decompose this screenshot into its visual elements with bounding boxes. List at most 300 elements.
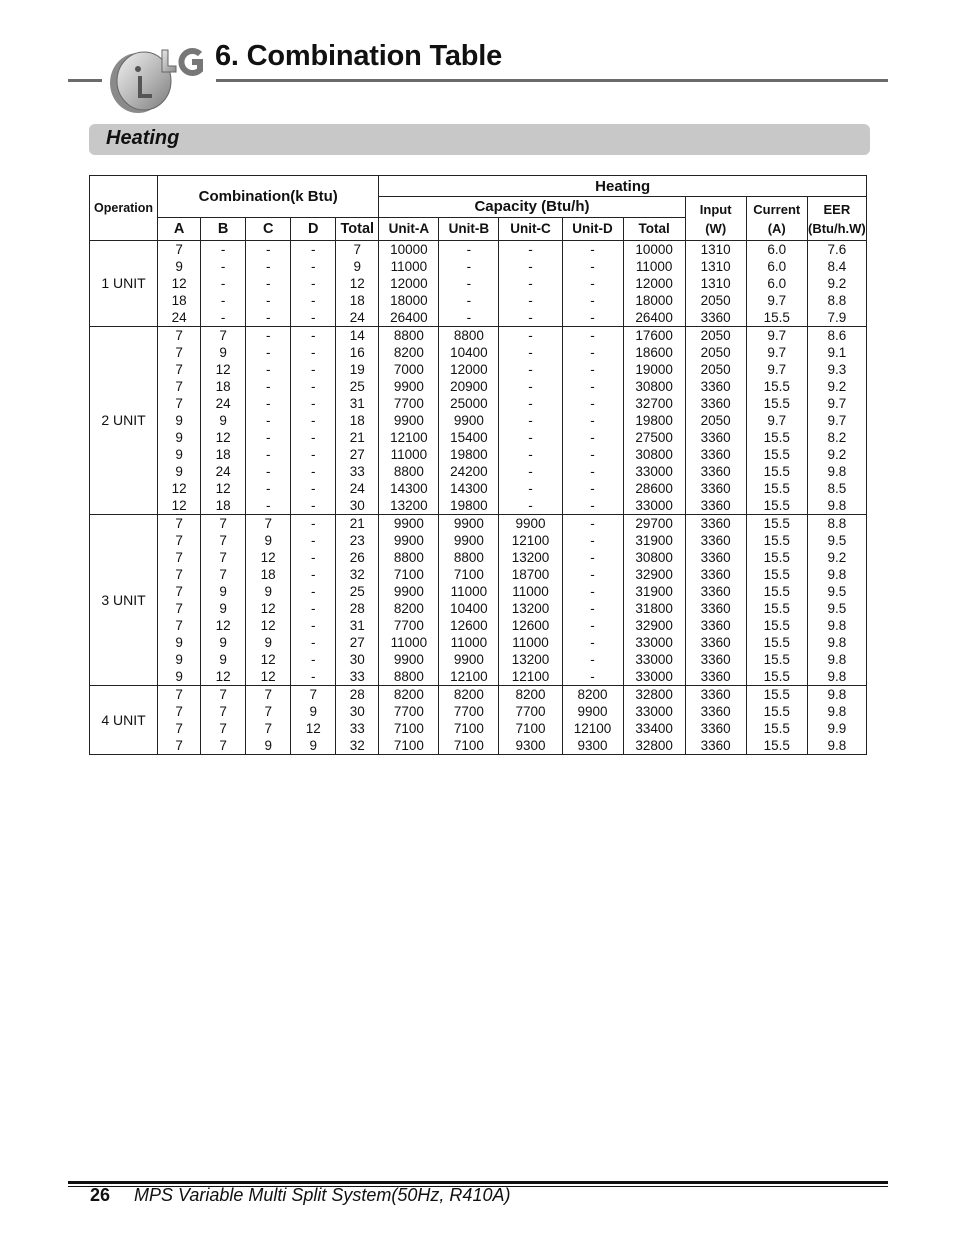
- table-row: [90, 515, 867, 533]
- table-cell: 13200: [499, 651, 562, 668]
- table-cell: -: [499, 429, 562, 446]
- table-cell: 33: [336, 463, 379, 480]
- table-cell: 7.6: [807, 241, 866, 259]
- table-cell: 11000: [379, 634, 439, 651]
- table-cell: 21: [336, 429, 379, 446]
- table-cell: 6.0: [746, 275, 807, 292]
- header-eer-line2: (Btu/h.W): [808, 220, 866, 236]
- combination-table: [89, 175, 867, 755]
- table-cell: 7: [246, 703, 291, 720]
- table-cell: 8800: [379, 549, 439, 566]
- table-cell: -: [562, 412, 623, 429]
- table-cell: 9.2: [807, 275, 866, 292]
- table-cell: -: [201, 292, 246, 309]
- table-cell: 3360: [685, 566, 746, 583]
- table-cell: 7: [201, 720, 246, 737]
- header-input-line2: (W): [705, 220, 727, 236]
- table-row: [90, 429, 867, 446]
- table-cell: 9: [158, 258, 201, 275]
- table-cell: 21: [336, 515, 379, 533]
- table-cell: 18: [336, 412, 379, 429]
- table-cell: -: [246, 412, 291, 429]
- table-row: [90, 686, 867, 704]
- table-row: [90, 720, 867, 737]
- table-cell: 33000: [623, 651, 685, 668]
- table-cell: 16: [336, 344, 379, 361]
- table-cell: 15.5: [746, 497, 807, 515]
- table-cell: 9300: [499, 737, 562, 755]
- table-row: [90, 600, 867, 617]
- table-cell: 8200: [439, 686, 499, 704]
- table-cell: 7.9: [807, 309, 866, 327]
- header-input-line1: Input: [699, 201, 732, 217]
- table-cell: -: [562, 275, 623, 292]
- table-cell: 7: [201, 703, 246, 720]
- table-cell: 20900: [439, 378, 499, 395]
- table-cell: 9.7: [807, 395, 866, 412]
- table-cell: -: [562, 292, 623, 309]
- table-cell: 7: [201, 686, 246, 704]
- header-current: [746, 197, 807, 241]
- table-cell: 15.5: [746, 309, 807, 327]
- table-cell: -: [291, 292, 336, 309]
- table-cell: 3360: [685, 720, 746, 737]
- table-cell: 3360: [685, 446, 746, 463]
- table-cell: -: [291, 275, 336, 292]
- table-cell: 9.8: [807, 651, 866, 668]
- table-cell: 12: [201, 617, 246, 634]
- table-cell: 9900: [379, 515, 439, 533]
- table-cell: 7: [336, 241, 379, 259]
- table-cell: -: [291, 600, 336, 617]
- table-cell: -: [562, 583, 623, 600]
- table-cell: 8800: [379, 327, 439, 345]
- table-cell: 15.5: [746, 566, 807, 583]
- table-cell: 15.5: [746, 463, 807, 480]
- table-cell: 9.7: [807, 412, 866, 429]
- header-current-line2: (A): [767, 220, 786, 236]
- table-cell: -: [562, 327, 623, 345]
- table-cell: 30: [336, 703, 379, 720]
- table-cell: 18000: [379, 292, 439, 309]
- section-header-bar: [89, 124, 870, 155]
- table-cell: 2050: [685, 327, 746, 345]
- table-cell: 18: [201, 497, 246, 515]
- table-cell: 12: [158, 497, 201, 515]
- table-cell: 15.5: [746, 583, 807, 600]
- header-current-line1: Current: [753, 201, 801, 217]
- table-cell: 7: [201, 515, 246, 533]
- table-cell: 9.2: [807, 549, 866, 566]
- table-row: [90, 583, 867, 600]
- table-row: [90, 241, 867, 259]
- table-cell: -: [291, 617, 336, 634]
- table-cell: 26400: [379, 309, 439, 327]
- table-cell: 28: [336, 686, 379, 704]
- table-row: [90, 412, 867, 429]
- table-cell: 33000: [623, 634, 685, 651]
- table-cell: 9: [246, 583, 291, 600]
- table-row: [90, 344, 867, 361]
- table-cell: 10000: [379, 241, 439, 259]
- table-cell: 12: [336, 275, 379, 292]
- table-cell: 33000: [623, 668, 685, 686]
- table-cell: 7: [158, 515, 201, 533]
- table-cell: 11000: [439, 634, 499, 651]
- table-cell: 31: [336, 395, 379, 412]
- table-row: [90, 446, 867, 463]
- table-cell: 9300: [562, 737, 623, 755]
- table-row: [90, 549, 867, 566]
- table-cell: 19000: [623, 361, 685, 378]
- table-cell: 12600: [499, 617, 562, 634]
- table-row: [90, 617, 867, 634]
- table-cell: 3360: [685, 497, 746, 515]
- table-cell: -: [562, 480, 623, 497]
- table-cell: 12: [246, 617, 291, 634]
- table-cell: 9: [158, 463, 201, 480]
- table-cell: 3360: [685, 686, 746, 704]
- table-cell: 14300: [379, 480, 439, 497]
- table-cell: -: [499, 480, 562, 497]
- header-col-unit-a: Unit-A: [379, 218, 439, 241]
- table-cell: 9900: [439, 515, 499, 533]
- table-cell: 11000: [439, 583, 499, 600]
- table-row: [90, 566, 867, 583]
- header-col-unit-b: Unit-B: [439, 218, 499, 241]
- header-eer-line1: EER: [823, 201, 851, 217]
- table-cell: 12: [158, 275, 201, 292]
- table-cell: 9900: [562, 703, 623, 720]
- table-cell: 9: [291, 703, 336, 720]
- table-cell: 9.8: [807, 703, 866, 720]
- table-cell: 12100: [499, 532, 562, 549]
- table-cell: 3360: [685, 480, 746, 497]
- table-cell: 15.5: [746, 617, 807, 634]
- table-cell: 7100: [379, 720, 439, 737]
- header-eer: [807, 197, 866, 241]
- table-cell: -: [562, 617, 623, 634]
- table-cell: 7100: [499, 720, 562, 737]
- table-cell: -: [291, 480, 336, 497]
- table-cell: -: [562, 258, 623, 275]
- table-cell: -: [246, 344, 291, 361]
- table-cell: 3360: [685, 378, 746, 395]
- table-cell: 7: [158, 361, 201, 378]
- table-cell: 2050: [685, 292, 746, 309]
- table-cell: 32900: [623, 566, 685, 583]
- table-row: [90, 275, 867, 292]
- table-cell: 8.5: [807, 480, 866, 497]
- table-cell: -: [562, 515, 623, 533]
- table-cell: 9: [201, 634, 246, 651]
- table-cell: 12600: [439, 617, 499, 634]
- header-col-c: C: [246, 218, 291, 241]
- table-cell: -: [246, 309, 291, 327]
- table-row: [90, 634, 867, 651]
- table-cell: 13200: [499, 600, 562, 617]
- table-cell: 9: [246, 634, 291, 651]
- table-cell: 30800: [623, 446, 685, 463]
- table-cell: -: [562, 497, 623, 515]
- table-cell: -: [246, 497, 291, 515]
- table-cell: -: [246, 241, 291, 259]
- table-cell: -: [499, 361, 562, 378]
- document-name: MPS Variable Multi Split System(50Hz, R410A): [134, 1185, 511, 1205]
- table-cell: -: [562, 378, 623, 395]
- table-cell: 10400: [439, 344, 499, 361]
- table-cell: 9.5: [807, 600, 866, 617]
- table-cell: 7700: [499, 703, 562, 720]
- table-cell: 3360: [685, 737, 746, 755]
- table-row: [90, 532, 867, 549]
- table-cell: 15.5: [746, 686, 807, 704]
- table-cell: -: [291, 344, 336, 361]
- table-cell: -: [499, 412, 562, 429]
- table-cell: -: [201, 241, 246, 259]
- table-row: [90, 378, 867, 395]
- header-col-unit-d: Unit-D: [562, 218, 623, 241]
- table-cell: 9.8: [807, 566, 866, 583]
- table-cell: 18000: [623, 292, 685, 309]
- table-cell: 15.5: [746, 668, 807, 686]
- table-cell: -: [291, 241, 336, 259]
- table-cell: 24: [336, 480, 379, 497]
- table-cell: -: [562, 668, 623, 686]
- table-cell: -: [439, 241, 499, 259]
- table-cell: 7: [158, 566, 201, 583]
- table-cell: 15.5: [746, 703, 807, 720]
- table-cell: 12100: [562, 720, 623, 737]
- page-number: 26: [90, 1185, 111, 1205]
- table-cell: 7100: [439, 737, 499, 755]
- table-cell: 24: [201, 463, 246, 480]
- table-cell: 2050: [685, 412, 746, 429]
- table-cell: 32: [336, 737, 379, 755]
- table-cell: 33: [336, 668, 379, 686]
- table-cell: 14: [336, 327, 379, 345]
- table-cell: 32800: [623, 737, 685, 755]
- table-cell: -: [499, 309, 562, 327]
- table-row: [90, 292, 867, 309]
- table-cell: 32900: [623, 617, 685, 634]
- table-cell: -: [499, 446, 562, 463]
- table-cell: -: [499, 292, 562, 309]
- table-cell: 9: [201, 600, 246, 617]
- table-cell: 7100: [379, 737, 439, 755]
- table-cell: -: [291, 668, 336, 686]
- table-cell: 3360: [685, 395, 746, 412]
- table-cell: 9: [246, 737, 291, 755]
- table-cell: -: [499, 344, 562, 361]
- table-cell: -: [562, 344, 623, 361]
- table-cell: 12: [201, 361, 246, 378]
- table-cell: -: [291, 429, 336, 446]
- table-cell: -: [291, 378, 336, 395]
- table-cell: -: [562, 395, 623, 412]
- table-cell: 7: [158, 395, 201, 412]
- table-cell: 9.7: [746, 327, 807, 345]
- table-cell: 8200: [562, 686, 623, 704]
- table-cell: 9.8: [807, 463, 866, 480]
- table-cell: 17600: [623, 327, 685, 345]
- table-row: [90, 737, 867, 755]
- table-cell: 11000: [379, 446, 439, 463]
- table-cell: 9: [158, 634, 201, 651]
- table-cell: 15.5: [746, 395, 807, 412]
- table-cell: 31900: [623, 583, 685, 600]
- table-cell: 18: [246, 566, 291, 583]
- table-cell: 9900: [439, 651, 499, 668]
- table-cell: 7: [246, 686, 291, 704]
- table-cell: 9.2: [807, 446, 866, 463]
- table-cell: 7: [158, 600, 201, 617]
- table-cell: 7: [158, 241, 201, 259]
- table-cell: 9: [201, 344, 246, 361]
- table-cell: 8.8: [807, 515, 866, 533]
- table-cell: 18: [201, 378, 246, 395]
- table-cell: 15.5: [746, 378, 807, 395]
- operation-group-label: 3 UNIT: [90, 515, 158, 686]
- header-capacity: Capacity (Btu/h): [379, 197, 685, 218]
- table-cell: 7: [158, 737, 201, 755]
- table-cell: 9: [291, 737, 336, 755]
- table-body: [90, 241, 867, 755]
- table-cell: 12: [246, 668, 291, 686]
- table-cell: 26: [336, 549, 379, 566]
- table-row: [90, 497, 867, 515]
- table-cell: -: [291, 515, 336, 533]
- table-cell: 27500: [623, 429, 685, 446]
- table-cell: 12: [201, 668, 246, 686]
- table-cell: 12: [291, 720, 336, 737]
- table-cell: 24: [201, 395, 246, 412]
- table-cell: 27: [336, 446, 379, 463]
- table-cell: -: [246, 446, 291, 463]
- table-cell: 18600: [623, 344, 685, 361]
- table-cell: -: [499, 378, 562, 395]
- table-cell: 8200: [379, 344, 439, 361]
- table-cell: -: [499, 497, 562, 515]
- footer-rule: [68, 1181, 888, 1184]
- table-cell: 32800: [623, 686, 685, 704]
- table-cell: 9900: [379, 412, 439, 429]
- table-cell: 15.5: [746, 515, 807, 533]
- table-cell: 8200: [379, 600, 439, 617]
- table-cell: -: [439, 258, 499, 275]
- table-cell: 15.5: [746, 720, 807, 737]
- table-cell: -: [499, 395, 562, 412]
- table-cell: 8800: [439, 327, 499, 345]
- header-rule-left: [68, 79, 102, 82]
- table-cell: -: [291, 532, 336, 549]
- table-cell: 7: [158, 583, 201, 600]
- table-cell: 12: [246, 549, 291, 566]
- table-cell: 8800: [379, 668, 439, 686]
- table-cell: 15.5: [746, 480, 807, 497]
- table-cell: -: [562, 429, 623, 446]
- table-cell: 7: [158, 344, 201, 361]
- table-cell: -: [201, 309, 246, 327]
- table-cell: 30800: [623, 549, 685, 566]
- header-col-total: Total: [336, 218, 379, 241]
- table-cell: 12: [246, 651, 291, 668]
- table-cell: 8200: [499, 686, 562, 704]
- table-cell: 19800: [439, 446, 499, 463]
- table-cell: 7: [158, 378, 201, 395]
- table-cell: 7: [201, 549, 246, 566]
- table-cell: -: [499, 327, 562, 345]
- table-cell: 9.1: [807, 344, 866, 361]
- table-cell: 9.7: [746, 344, 807, 361]
- table-cell: -: [562, 361, 623, 378]
- table-cell: 3360: [685, 515, 746, 533]
- table-cell: 7100: [439, 566, 499, 583]
- table-cell: 9900: [379, 378, 439, 395]
- table-cell: -: [291, 395, 336, 412]
- table-cell: 1310: [685, 241, 746, 259]
- table-cell: 9.8: [807, 668, 866, 686]
- table-cell: 3360: [685, 309, 746, 327]
- table-cell: 12: [246, 600, 291, 617]
- table-cell: 7: [201, 532, 246, 549]
- table-cell: -: [499, 463, 562, 480]
- table-cell: 27: [336, 634, 379, 651]
- table-cell: 15400: [439, 429, 499, 446]
- table-cell: 19800: [439, 497, 499, 515]
- table-cell: 10400: [439, 600, 499, 617]
- table-cell: -: [246, 327, 291, 345]
- table-cell: -: [439, 309, 499, 327]
- table-cell: 9.9: [807, 720, 866, 737]
- table-cell: 9.8: [807, 686, 866, 704]
- table-cell: 26400: [623, 309, 685, 327]
- table-cell: 13200: [499, 549, 562, 566]
- table-cell: 3360: [685, 549, 746, 566]
- operation-group-label: 4 UNIT: [90, 686, 158, 755]
- operation-group-label: 2 UNIT: [90, 327, 158, 515]
- table-cell: 15.5: [746, 737, 807, 755]
- operation-group-label: 1 UNIT: [90, 241, 158, 327]
- table-cell: 9.7: [746, 292, 807, 309]
- table-cell: 8800: [439, 549, 499, 566]
- table-cell: -: [562, 549, 623, 566]
- table-cell: 19: [336, 361, 379, 378]
- table-cell: -: [562, 634, 623, 651]
- table-cell: -: [562, 309, 623, 327]
- table-cell: 11000: [379, 258, 439, 275]
- table-cell: 15.5: [746, 651, 807, 668]
- table-cell: 1310: [685, 258, 746, 275]
- table-cell: 12100: [499, 668, 562, 686]
- table-cell: 9.5: [807, 583, 866, 600]
- table-cell: 9900: [379, 583, 439, 600]
- table-cell: 9.7: [746, 361, 807, 378]
- table-cell: 24200: [439, 463, 499, 480]
- header-col-d: D: [291, 218, 336, 241]
- table-cell: 7: [158, 532, 201, 549]
- table-cell: 18: [336, 292, 379, 309]
- table-cell: -: [246, 480, 291, 497]
- table-cell: 9.8: [807, 617, 866, 634]
- table-cell: 3360: [685, 668, 746, 686]
- table-cell: 7700: [379, 395, 439, 412]
- table-cell: 10000: [623, 241, 685, 259]
- table-cell: -: [246, 378, 291, 395]
- table-cell: 1310: [685, 275, 746, 292]
- table-cell: -: [562, 651, 623, 668]
- table-cell: 12100: [379, 429, 439, 446]
